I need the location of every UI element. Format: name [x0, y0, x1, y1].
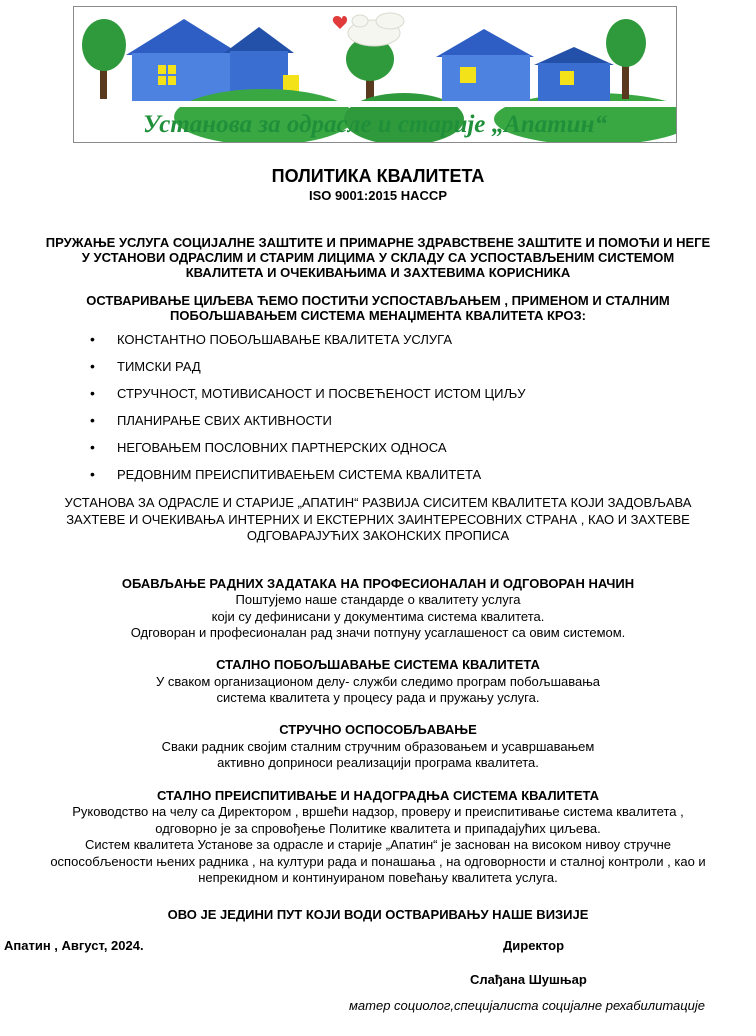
section-line: система квалитета у процесу рада и пружању услуга. — [216, 690, 540, 705]
section-line: Систем квалитета Установе за одрасле и старије „Апатин“ је заснован на високом нивоу стручне — [84, 837, 672, 852]
signatory-credentials: матер социолог,специјалиста социјалне рехабилитације — [349, 998, 706, 1013]
development-line-2: ЗАХТЕВЕ И ОЧЕКИВАЊА ИНТЕРНИХ И ЕКСТЕРНИХ ЗАИНТЕРЕСОВНИХ СТРАНА , КАО И ЗАХТЕВЕ — [66, 512, 690, 527]
institution-banner — [73, 6, 677, 143]
section-line: оспособљености њених радника , на култури рада и понашања , на одговорности и сталној контроли , као и — [50, 854, 706, 869]
bullet-icon: • — [90, 466, 95, 482]
section-line: који су дефинисани у документима система квалитета. — [211, 609, 545, 624]
section-heading-improvement: СТАЛНО ПОБОЉШАВАЊЕ СИСТЕМА КВАЛИТЕТА — [216, 657, 540, 672]
signatory-name: Слађана Шушњар — [470, 972, 587, 987]
section-line: Сваки радник својим сталним стручним образовањем и усавршавањем — [161, 739, 595, 754]
section-heading-professional: ОБАВЉАЊЕ РАДНИХ ЗАДАТАКА НА ПРОФЕСИОНАЛАН И ОДГОВОРАН НАЧИН — [121, 576, 635, 591]
vision-statement: ОВО ЈЕ ЈЕДИНИ ПУТ КОЈИ ВОДИ ОСТВАРИВАЊУ НАШЕ ВИЗИЈЕ — [167, 907, 589, 922]
intro-line-1: ПРУЖАЊЕ УСЛУГА СОЦИЈАЛНЕ ЗАШТИТЕ И ПРИМАРНЕ ЗДРАВСТВЕНЕ ЗАШТИТЕ И ПОМОЋИ И НЕГЕ — [45, 235, 711, 250]
section-line: активно доприноси реализацији програма квалитета. — [217, 755, 539, 770]
bullet-icon: • — [90, 331, 95, 347]
section-line: непрекидном и континуираном повећању квалитета услуга. — [198, 870, 558, 885]
section-line: одговорно је за спровођење Политике квалитета и припадајућих циљева. — [155, 821, 601, 836]
development-line-1: УСТАНОВА ЗА ОДРАСЛЕ И СТАРИЈЕ „АПАТИН“ РАЗВИЈА СИСИТЕМ КВАЛИТЕТА КОЈИ ЗАДОВЉАВА — [64, 495, 692, 510]
section-line: Поштујемо наше стандарде о квалитету услуга — [235, 592, 521, 607]
banner-title: Установа за одрасле и старије „Апатин“ — [143, 111, 607, 138]
intro-line-3: КВАЛИТЕТА И ОЧЕКИВАЊИМА И ЗАХТЕВИМА КОРИСНИКА — [185, 265, 571, 280]
section-line: Одговоран и професионалан рад значи потпуну усаглашеност са овим системом. — [130, 625, 626, 640]
bullet-icon: • — [90, 385, 95, 401]
intro-line-2: У УСТАНОВИ ОДРАСЛИМ И СТАРИМ ЛИЦИМА У СКЛАДУ СА УСПОСТАВЉЕНИМ СИСТЕМОМ — [81, 250, 675, 265]
signatory-role: Директор — [503, 938, 565, 953]
development-line-3: ОДГОВАРАЈУЋИХ ЗАКОНСКИХ ПРОПИСА — [246, 528, 510, 543]
section-line: У сваком организационом делу- служби следимо програм побољшавања — [155, 674, 601, 689]
bullet-icon: • — [90, 412, 95, 428]
section-line: Руководство на челу са Директором , вршећи надзор, проверу и преиспитивање система квалитета , — [72, 804, 684, 819]
bullet-icon: • — [90, 358, 95, 374]
section-heading-training: СТРУЧНО ОСПОСОБЉАВАЊЕ — [279, 722, 477, 737]
bullet-icon: • — [90, 439, 95, 455]
page-subtitle: ISO 9001:2015 HACCP — [308, 188, 447, 203]
page-title: ПОЛИТИКА КВАЛИТЕТА — [271, 166, 485, 186]
place-date: Апатин , Август, 2024. — [4, 938, 144, 953]
goals-heading-line-1: ОСТВАРИВАЊЕ ЦИЉЕВА ЋЕМО ПОСТИЋИ УСПОСТАВЉАЊЕМ , ПРИМЕНОМ И СТАЛНИМ — [86, 293, 670, 308]
section-heading-review: СТАЛНО ПРЕИСПИТИВАЊЕ И НАДОГРАДЊА СИСТЕМА КВАЛИТЕТА — [156, 788, 600, 803]
goals-heading-line-2: ПОБОЉШАВАЊЕМ СИСТЕМА МЕНАЏМЕНТА КВАЛИТЕТА КРОЗ: — [170, 308, 586, 323]
